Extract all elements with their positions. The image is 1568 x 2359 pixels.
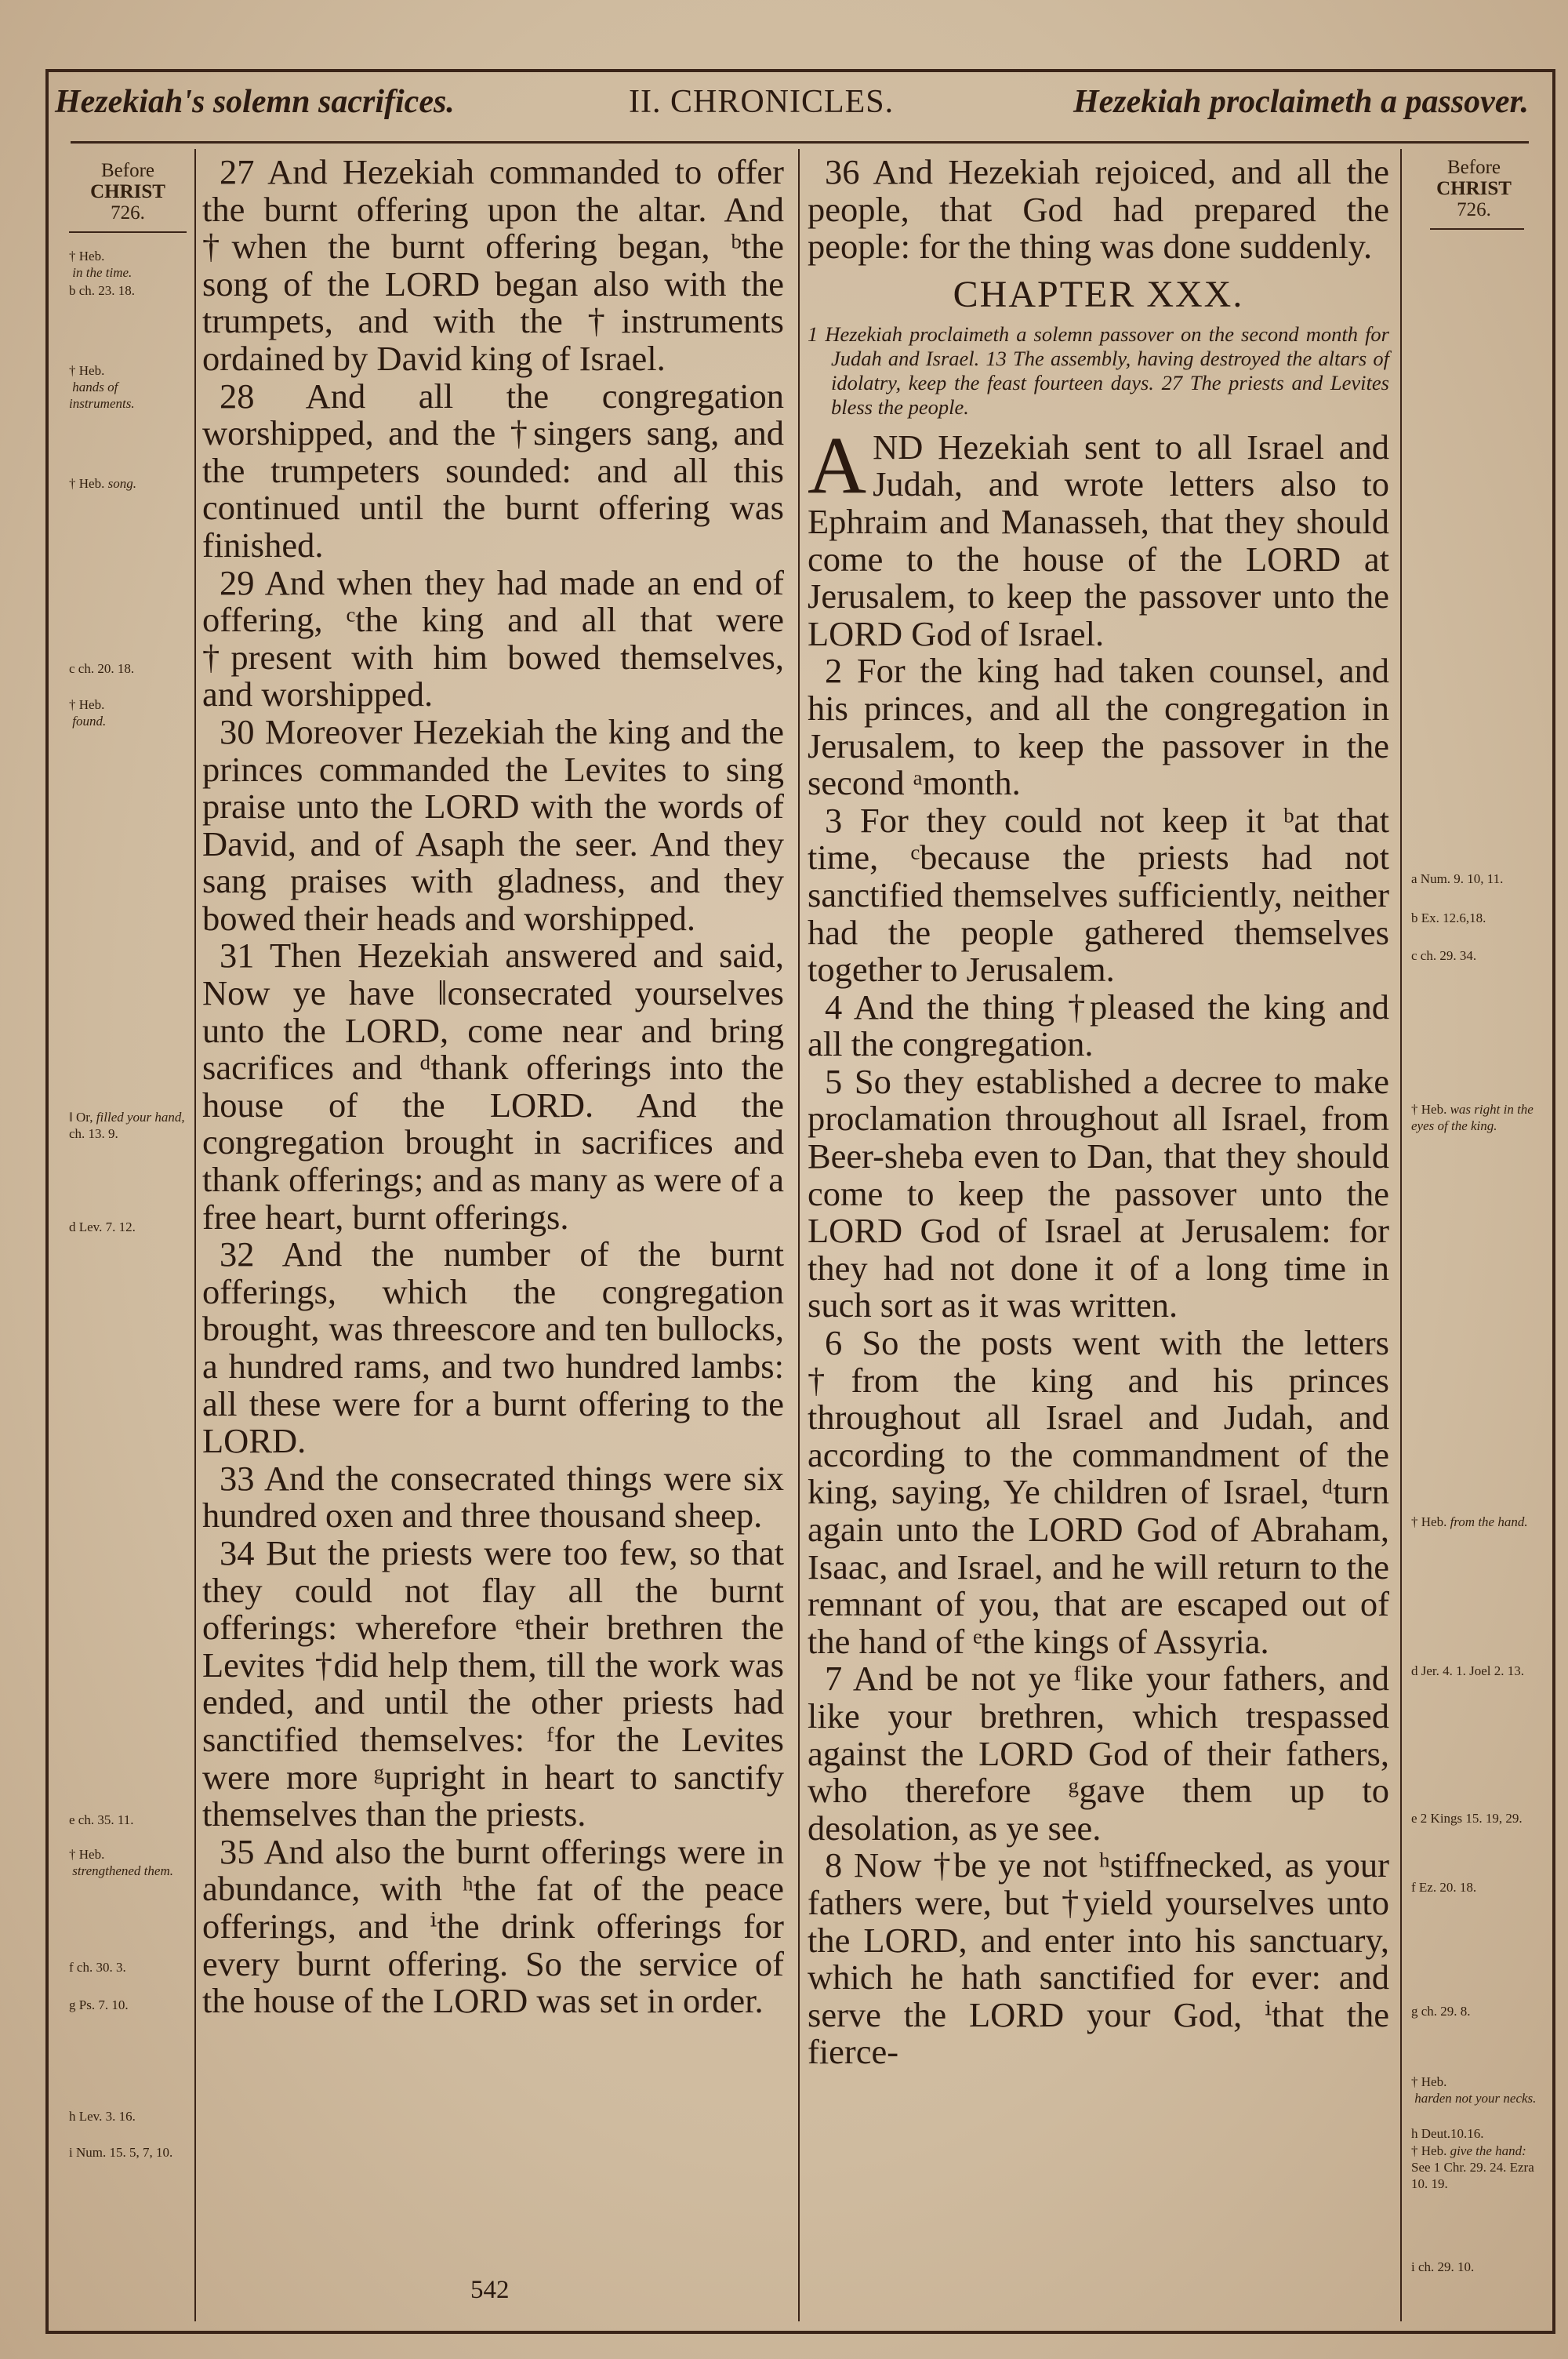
date-box-right: [1411, 157, 1537, 220]
verse: 32 And the number of the burnt offerings, which the congregation brought, was threescore and ten bullocks, a hundred rams, and two hundred lambs: all these were for a burnt offering to the LORD.: [202, 1234, 784, 1461]
margin-note: a Num. 9. 10, 11.: [1411, 871, 1504, 886]
margin-note: e ch. 35. 11.: [69, 1812, 134, 1827]
margin-note: † Heb. in the time.: [69, 249, 132, 280]
margin-note: ‖ Or, filled your hand, ch. 13. 9.: [69, 1110, 185, 1141]
margin-note: b ch. 23. 18.: [69, 283, 136, 298]
verse: 33 And the consecrated things were six hundred oxen and three thousand sheep.: [202, 1458, 784, 1536]
right-margin-rule: [1400, 149, 1402, 2321]
date-era: CHRIST: [1436, 178, 1512, 199]
verse: 29 And when they had made an end of offering, ᶜthe king and all that were †present with him bowed themselves, and worshipped.: [202, 562, 784, 714]
margin-note: c ch. 20. 18.: [69, 661, 135, 676]
margin-note: g Ps. 7. 10.: [69, 1997, 129, 2012]
date-label: Before: [1446, 157, 1501, 178]
margin-note: † Heb. hands of instruments.: [69, 363, 135, 411]
chapter-summary: 1 Hezekiah proclaimeth a solemn passover on the second month for Judah and Israel. 13 The assembly, having destroyed the altars of idolatry, keep the feast fourteen days. 27 The priests and Levites bless the people.: [808, 322, 1389, 419]
left-text-column: [202, 154, 784, 2020]
margin-note: d Jer. 4. 1. Joel 2. 13.: [1411, 1663, 1525, 1678]
date-rule: [1430, 228, 1524, 230]
center-column-rule: [798, 149, 800, 2321]
date-label: Before: [100, 160, 155, 181]
verse: 4 And the thing †pleased the king and all the congregation.: [808, 987, 1389, 1064]
drop-cap: A: [808, 420, 867, 511]
date-year: 726.: [111, 202, 145, 224]
verse: 35 And also the burnt offerings were in abundance, with ʰthe fat of the peace offerings, and ⁱthe drink offerings for every burnt offering. So the service of the house of the LORD was set in order.: [202, 1831, 784, 2021]
margin-note: f ch. 30. 3.: [69, 1960, 126, 1975]
chapter-heading: CHAPTER XXX.: [953, 273, 1244, 315]
verse-1: [808, 420, 1389, 653]
verse: 3 For they could not keep it ᵇat that time, ᶜbecause the priests had not sanctified themselves sufficiently, neither had the people gathered themselves together to Jerusalem.: [808, 800, 1389, 990]
margin-note: h Deut.10.16.: [1411, 2126, 1484, 2141]
margin-note: d Lev. 7. 12.: [69, 1219, 136, 1234]
verse: 34 But the priests were too few, so that they could not flay all the burnt offerings: wherefore ᵉtheir brethren the Levites †did help them, till the work was ended, and until the other priests had sanctified themselves: ᶠfor the Levites were more ᵍupright in heart to sanctify themselves than the priests.: [202, 1532, 784, 1834]
left-margin-notes: [69, 160, 187, 2277]
header-book-title: II. CHRONICLES.: [629, 84, 895, 120]
date-box: [69, 160, 187, 224]
margin-note: † Heb. strengthened them.: [69, 1847, 173, 1878]
margin-note: i Num. 15. 5, 7, 10.: [69, 2145, 173, 2160]
margin-note: f Ez. 20. 18.: [1411, 1880, 1477, 1895]
margin-note: † Heb. song.: [69, 476, 136, 491]
date-year: 726.: [1457, 199, 1491, 220]
margin-note: e 2 Kings 15. 19, 29.: [1411, 1811, 1523, 1826]
margin-note: b Ex. 12.6,18.: [1411, 911, 1486, 925]
verse: 30 Moreover Hezekiah the king and the princes commanded the Levites to sing praise unto the LORD with the words of David, and of Asaph the seer. And they sang praises with gladness, and they bowed their heads and worshipped.: [202, 711, 784, 938]
margin-note: c ch. 29. 34.: [1411, 948, 1477, 963]
verse: 36 And Hezekiah rejoiced, and all the people, that God had prepared the people: for the thing was done suddenly.: [808, 152, 1389, 267]
page-number: 542: [470, 2276, 510, 2304]
margin-note: † Heb. from the hand.: [1411, 1514, 1528, 1529]
margin-note: † Heb. was right in the eyes of the king.: [1411, 1102, 1534, 1133]
right-text-column: [808, 154, 1389, 2071]
verse: 27 And Hezekiah commanded to offer the burnt offering upon the altar. And †when the burnt offering began, ᵇthe song of the LORD began also with the trumpets, and with the †instruments ordained by David king of Israel.: [202, 152, 784, 378]
margin-note: † Heb. harden not your necks.: [1411, 2074, 1537, 2106]
verse: 28 And all the congregation worshipped, and the †singers sang, and the trumpeters sounded: and all this continued until the burnt offering was finished.: [202, 376, 784, 565]
right-margin-notes: [1411, 157, 1537, 2274]
margin-note: † Heb. found.: [69, 697, 107, 729]
left-margin-rule: [194, 149, 196, 2321]
verse: 7 And be not ye ᶠlike your fathers, and like your brethren, which trespassed against the LORD God of their fathers, who therefore ᵍgave them up to desolation, as ye see.: [808, 1659, 1389, 1848]
verse: 31 Then Hezekiah answered and said, Now ye have ‖consecrated yourselves unto the LORD, come near and bring sacrifices and ᵈthank offerings into the house of the LORD. And the congregation brought in sacrifices and thank offerings; and as many as were of a free heart, burnt offerings.: [202, 936, 784, 1237]
verse: 8 Now †be ye not ʰstiffnecked, as your fathers were, but †yield yourselves unto the LORD, and enter into his sanctuary, which he hath sanctified for ever: and serve the LORD your God, ⁱthat the fierce-: [808, 1845, 1389, 2072]
margin-note: † Heb. give the hand: See 1 Chr. 29. 24. Ezra 10. 19.: [1411, 2143, 1534, 2191]
header-rule: [71, 141, 1529, 144]
margin-note: i ch. 29. 10.: [1411, 2259, 1475, 2274]
verse: 5 So they established a decree to make proclamation throughout all Israel, from Beer-sheba even to Dan, that they should come to keep the passover unto the LORD God of Israel at Jerusalem: for they had not done it of a long time in such sort as it was written.: [808, 1061, 1389, 1325]
header-right-title: Hezekiah proclaimeth a passover.: [1073, 84, 1529, 120]
header-left-title: Hezekiah's solemn sacrifices.: [55, 84, 455, 120]
margin-note: g ch. 29. 8.: [1411, 2004, 1471, 2019]
running-header: [49, 78, 1529, 124]
verse: 6 So the posts went with the letters †from the king and his princes throughout all Israel and Judah, and according to the commandment of the king, saying, Ye children of Israel, ᵈturn again unto the LORD God of Abraham, Isaac, and Israel, and he will return to the remnant of you, that are escaped out of the hand of ᵉthe kings of Assyria.: [808, 1323, 1389, 1661]
date-era: CHRIST: [90, 181, 165, 202]
verse-1-text: ND Hezekiah sent to all Israel and Judah, and wrote letters also to Ephraim and Manasseh, that they should come to the house of the LORD at Jerusalem, to keep the passover unto the LORD God of Israel.: [808, 427, 1389, 653]
margin-note: h Lev. 3. 16.: [69, 2109, 136, 2124]
verse: 2 For the king had taken counsel, and his princes, and all the congregation in Jerusalem, to keep the passover in the second ᵃmonth.: [808, 651, 1389, 803]
date-rule: [69, 231, 187, 233]
